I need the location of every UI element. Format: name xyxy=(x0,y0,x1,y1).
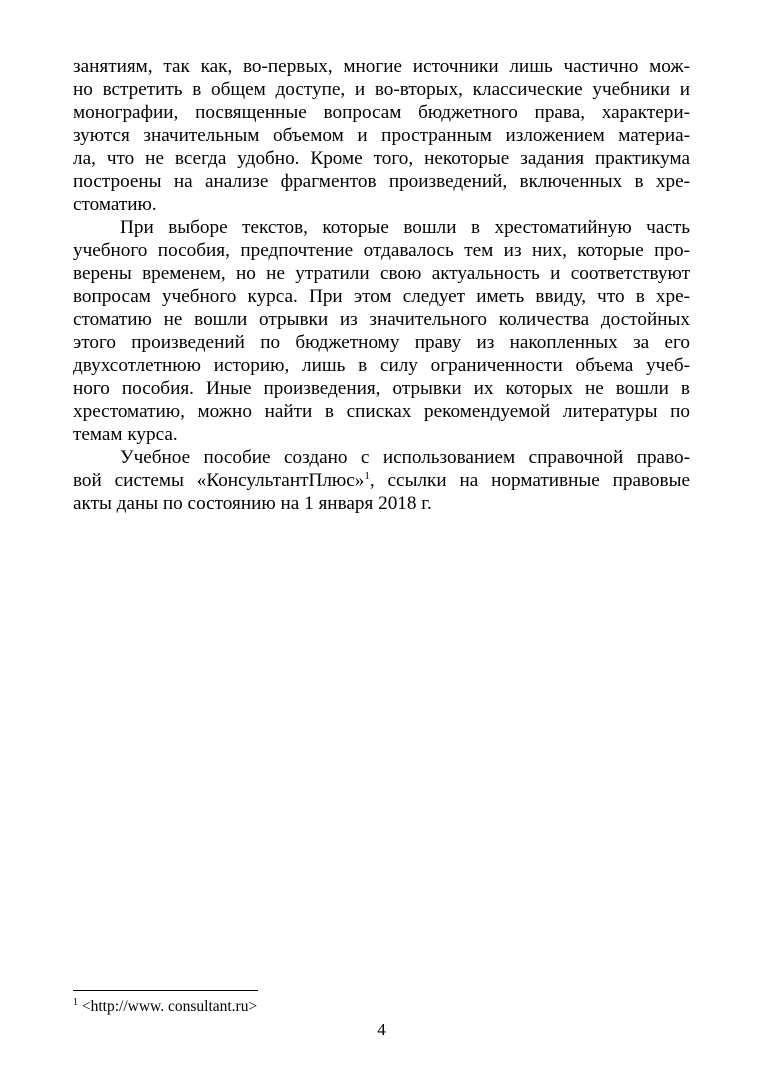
text-line: этого произведений по бюджетному праву из накопленных за его xyxy=(73,332,690,353)
page-number: 4 xyxy=(377,1020,386,1039)
text-line: построены на анализе фрагментов произведений, включенных в хре- xyxy=(73,171,690,192)
paragraph-3 xyxy=(73,446,690,515)
text-line: При выборе текстов, которые вошли в хрестоматийную часть xyxy=(120,217,690,238)
text-line: двухсотлетнюю историю, лишь в силу ограниченности объема учеб- xyxy=(73,355,690,376)
text-line: занятиям, так как, во-первых, многие источники лишь частично мож- xyxy=(73,56,690,77)
text-line: хрестоматию, можно найти в списках рекомендуемой литературы по xyxy=(73,401,690,422)
text-fragment: , ссылки на нормативные правовые xyxy=(369,470,690,491)
paragraph-1 xyxy=(73,55,690,216)
text-line: Учебное пособие создано с использованием справочной право- xyxy=(120,447,690,468)
text-line: стоматию. xyxy=(73,194,157,215)
text-line: ла, что не всегда удобно. Кроме того, некоторые задания практикума xyxy=(73,148,690,169)
footnote-reference: 1 xyxy=(364,470,370,482)
text-line-with-footnote-ref xyxy=(73,469,690,492)
text-line: ного пособия. Иные произведения, отрывки их которых не вошли в xyxy=(73,378,690,399)
text-line: верены временем, но не утратили свою актуальность и соответствуют xyxy=(73,263,690,284)
text-line: но встретить в общем доступе, и во-вторых, классические учебники и xyxy=(73,79,690,100)
text-line: монографии, посвященные вопросам бюджетного права, характери- xyxy=(73,102,690,123)
text-line: вопросам учебного курса. При этом следует иметь ввиду, что в хре- xyxy=(73,286,690,307)
footnote xyxy=(73,998,257,1016)
text-line: зуются значительным объемом и пространным изложением материа- xyxy=(73,125,690,146)
page-body xyxy=(73,55,690,515)
text-line: темам курса. xyxy=(73,424,178,445)
footnote-marker: 1 xyxy=(73,997,78,1008)
footnote-text: <http://www. consultant.ru> xyxy=(78,998,258,1015)
text-line: учебного пособия, предпочтение отдавалось тем из них, которые про- xyxy=(73,240,690,261)
text-line: стоматию не вошли отрывки из значительного количества достойных xyxy=(73,309,690,330)
text-fragment: вой системы «КонсультантПлюс» xyxy=(73,470,365,491)
footnote-separator xyxy=(73,990,258,991)
text-line: акты даны по состоянию на 1 января 2018 г. xyxy=(73,493,432,514)
paragraph-2 xyxy=(73,216,690,446)
